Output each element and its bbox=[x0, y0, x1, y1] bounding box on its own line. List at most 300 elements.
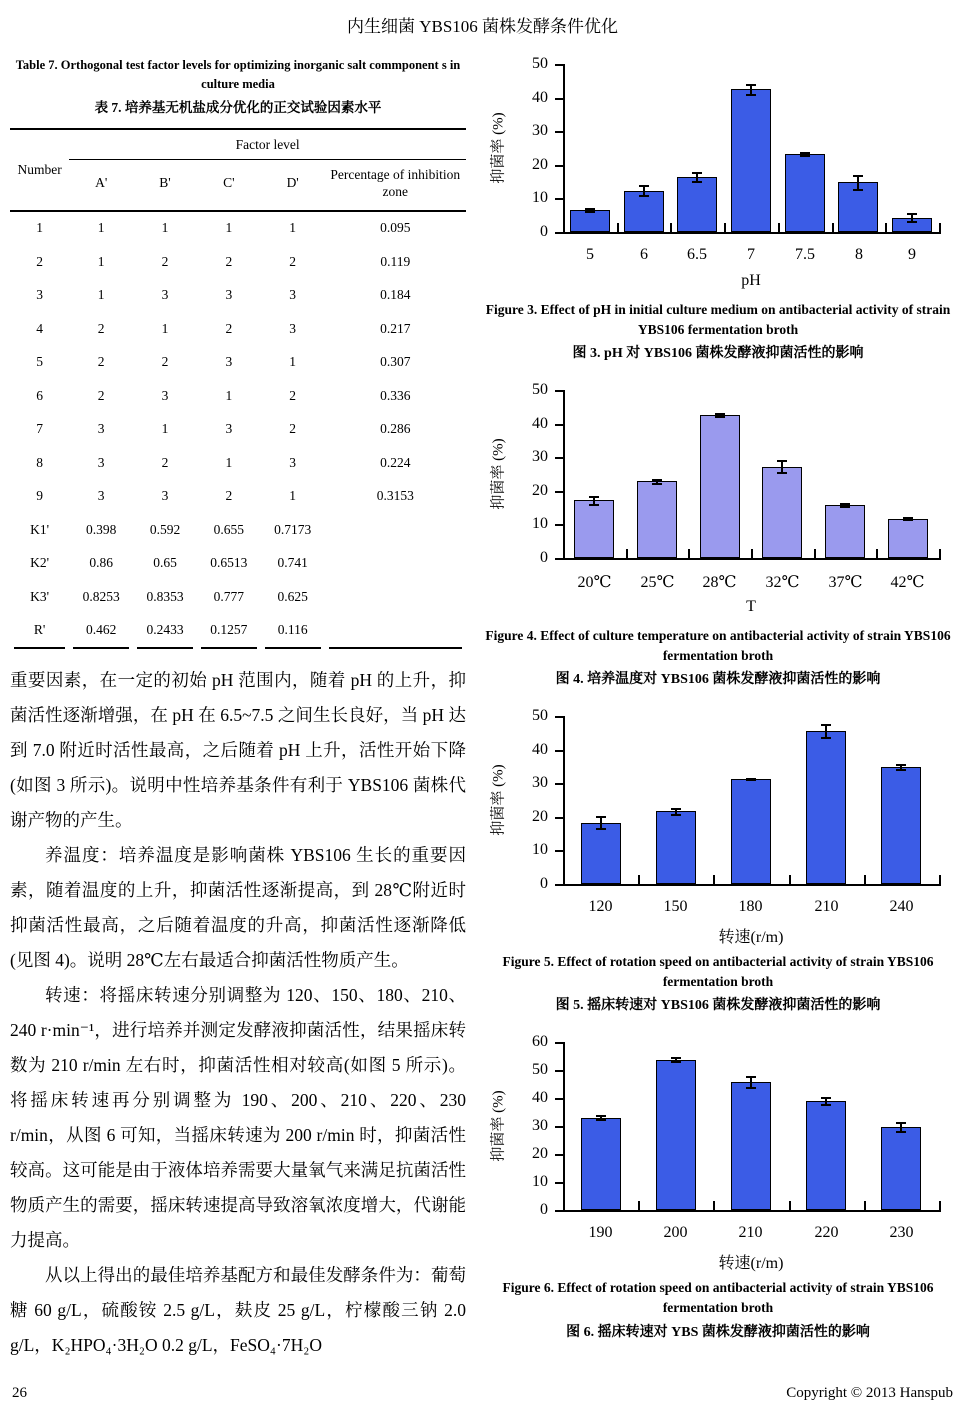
y-tick bbox=[555, 232, 563, 234]
figure3-caption-zh: 图 3. pH 对 YBS106 菌株发酵液抑菌活性的影响 bbox=[572, 346, 864, 362]
y-tick bbox=[555, 817, 563, 819]
y-tick bbox=[555, 424, 563, 426]
x-tick bbox=[789, 875, 791, 884]
x-tick-label: 28℃ bbox=[702, 574, 737, 592]
y-tick bbox=[555, 524, 563, 526]
x-tick-label: 210 bbox=[814, 898, 839, 916]
table-cell: 1 bbox=[161, 320, 169, 336]
table-row bbox=[10, 547, 466, 581]
table-cell: 8 bbox=[36, 454, 43, 470]
x-tick bbox=[751, 549, 753, 558]
body-paragraph: 重要因素，在一定的初始 pH 范围内，随着 pH 的上升，抑菌活性逐渐增强，在 pH 在 6.5~7.5 之间生长良好，当 pH 达到 7.0 附近时活性最高，之后随着 pH 上升，活性开始下降(如图 3 所示)。说明中性培养基条件有利于 YBS106 菌株代谢产物的产生。 bbox=[10, 670, 466, 831]
figure4-caption-zh: 图 4. 培养温度对 YBS106 菌株发酵液抑菌活性的影响 bbox=[555, 672, 881, 688]
y-tick bbox=[555, 1182, 563, 1184]
x-tick bbox=[939, 875, 941, 884]
y-tick-label: 60 bbox=[532, 1033, 548, 1051]
bar bbox=[888, 519, 928, 558]
table-bottom-rule bbox=[10, 647, 466, 649]
bar bbox=[656, 1060, 696, 1210]
error-bar-cap bbox=[907, 213, 917, 215]
table-row bbox=[10, 614, 466, 648]
y-tick-label: 40 bbox=[532, 89, 548, 106]
table-cell: 1 bbox=[161, 421, 169, 437]
x-tick-label: 20℃ bbox=[577, 574, 612, 592]
figure6-caption-en: Figure 6. Effect of rotation speed on antibacterial activity of strain YBS106 fermentation broth bbox=[502, 1280, 934, 1315]
figure-5 bbox=[481, 702, 955, 1014]
error-bar-cap bbox=[585, 211, 595, 213]
error-bar-cap bbox=[800, 155, 810, 157]
error-bar-cap bbox=[853, 189, 863, 191]
error-bar-cap bbox=[896, 769, 906, 771]
table-cell: 1 bbox=[225, 220, 233, 236]
table-cell: 3 bbox=[97, 454, 105, 470]
error-bar-cap bbox=[821, 1104, 831, 1106]
table-row bbox=[10, 480, 466, 514]
y-tick bbox=[555, 64, 563, 66]
table-cell: 2 bbox=[97, 354, 105, 370]
y-tick bbox=[555, 750, 563, 752]
x-tick bbox=[864, 875, 866, 884]
x-tick bbox=[814, 549, 816, 558]
y-tick bbox=[555, 716, 563, 718]
bar bbox=[881, 1127, 921, 1210]
y-tick-label: 30 bbox=[532, 1117, 548, 1135]
table7-caption-en: Table 7. Orthogonal test factor levels for optimizing inorganic salt commponent s in culture media bbox=[15, 58, 461, 91]
table-cell: 0.119 bbox=[380, 253, 411, 269]
y-tick-label: 50 bbox=[532, 1061, 548, 1079]
y-tick bbox=[555, 198, 563, 200]
table-cell: 0.398 bbox=[85, 521, 117, 537]
bar bbox=[637, 481, 677, 558]
table-row bbox=[10, 446, 466, 480]
x-tick-label: 6 bbox=[640, 246, 648, 263]
table-cell: 3 bbox=[97, 488, 105, 504]
table-cell: 2 bbox=[289, 387, 297, 403]
table-cell: 1 bbox=[289, 354, 297, 370]
y-tick bbox=[555, 1098, 563, 1100]
bar bbox=[570, 210, 610, 232]
x-tick-label: 190 bbox=[588, 1224, 613, 1242]
table-cell: 6 bbox=[36, 387, 43, 403]
table-cell: 7 bbox=[36, 421, 43, 437]
table-row bbox=[10, 312, 466, 346]
x-tick-label: 32℃ bbox=[765, 574, 800, 592]
bar bbox=[677, 177, 717, 232]
y-tick-label: 0 bbox=[540, 1201, 548, 1219]
error-bar-cap bbox=[821, 724, 831, 726]
table-cell: 0.1257 bbox=[210, 622, 248, 638]
y-tick-label: 30 bbox=[532, 122, 548, 139]
table-cell: 1 bbox=[225, 454, 233, 470]
table-cell: 3 bbox=[225, 354, 233, 370]
y-tick bbox=[555, 884, 563, 886]
x-axis bbox=[563, 232, 941, 234]
y-axis bbox=[563, 390, 565, 558]
error-bar-cap bbox=[652, 479, 662, 481]
x-axis bbox=[563, 1210, 941, 1212]
y-tick bbox=[555, 165, 563, 167]
x-axis-label: pH bbox=[741, 272, 761, 289]
bar bbox=[806, 1101, 846, 1210]
table-cell: 3 bbox=[161, 488, 169, 504]
y-tick bbox=[555, 1210, 563, 1212]
error-bar-cap bbox=[585, 208, 595, 210]
body-paragraph: 转速：将摇床转速分别调整为 120、150、180、210、240 r·min⁻¹，进行培养并测定发酵液抑菌活性，结果摇床转数为 210 r/min 左右时，抑菌活性相对较高(如图 5 所示)。将摇床转速再分别调整为 190、200、210、220、230 r/min，从图 6 可知，当摇床转速为 200 r/min 时，抑菌活性较高。这可能是由于液体培养需要大量氧气来满足抗菌活性物质产生的需要，摇床转速提高导致溶氧浓度增大，代谢能力提高。 bbox=[10, 985, 466, 1251]
y-tick-label: 50 bbox=[532, 381, 548, 399]
table-cell: 1 bbox=[97, 287, 105, 303]
y-tick bbox=[555, 1070, 563, 1072]
error-bar-cap bbox=[746, 94, 756, 96]
bar bbox=[700, 415, 740, 558]
table-header bbox=[10, 129, 466, 211]
error-bar-cap bbox=[671, 814, 681, 816]
error-bar-cap bbox=[821, 737, 831, 739]
col-header-d: D' bbox=[286, 175, 299, 191]
x-tick bbox=[713, 875, 715, 884]
table-cell: 2 bbox=[225, 253, 233, 269]
table-cell: 0.625 bbox=[277, 588, 308, 604]
table-cell: 3 bbox=[225, 421, 233, 437]
y-tick bbox=[555, 390, 563, 392]
error-bar-cap bbox=[692, 181, 702, 183]
table-cell: 0.336 bbox=[380, 387, 411, 403]
table-row bbox=[10, 245, 466, 279]
table-cell: 0.8353 bbox=[146, 588, 184, 604]
error-bar-cap bbox=[746, 84, 756, 86]
two-column-layout bbox=[10, 50, 955, 1363]
error-bar-cap bbox=[596, 816, 606, 818]
table-row bbox=[10, 211, 466, 246]
y-tick bbox=[555, 558, 563, 560]
y-axis-label: 抑菌率 (%) bbox=[490, 764, 507, 836]
y-tick-label: 40 bbox=[532, 741, 548, 759]
x-tick bbox=[713, 1201, 715, 1210]
x-tick bbox=[939, 1201, 941, 1210]
x-tick bbox=[670, 223, 672, 232]
x-tick bbox=[778, 223, 780, 232]
x-tick-label: 180 bbox=[738, 898, 763, 916]
bar bbox=[581, 1118, 621, 1210]
table-cell: 1 bbox=[289, 220, 297, 236]
table-row bbox=[10, 279, 466, 313]
x-tick bbox=[626, 549, 628, 558]
error-bar-cap bbox=[896, 764, 906, 766]
table-cell: 2 bbox=[161, 454, 169, 470]
y-tick bbox=[555, 457, 563, 459]
table-cell: 3 bbox=[36, 287, 43, 303]
error-bar-cap bbox=[596, 828, 606, 830]
x-tick bbox=[939, 223, 941, 232]
error-bar-cap bbox=[596, 1115, 606, 1117]
y-tick bbox=[555, 1126, 563, 1128]
y-axis bbox=[563, 1042, 565, 1210]
error-bar-cap bbox=[840, 506, 850, 508]
figure5-caption bbox=[481, 952, 955, 1014]
col-header-c: C' bbox=[223, 175, 235, 191]
table-cell: 2 bbox=[97, 387, 105, 403]
x-tick bbox=[688, 549, 690, 558]
table-row bbox=[10, 580, 466, 614]
figure-4 bbox=[481, 376, 955, 688]
y-tick-label: 0 bbox=[540, 875, 548, 893]
table-cell: 3 bbox=[289, 454, 297, 470]
error-bar-cap bbox=[746, 779, 756, 781]
table-cell: 9 bbox=[36, 488, 43, 504]
bar bbox=[762, 467, 802, 558]
table-cell: 2 bbox=[289, 421, 297, 437]
error-bar-cap bbox=[715, 413, 725, 415]
table-cell bbox=[325, 614, 466, 648]
table-body bbox=[10, 211, 466, 648]
x-tick bbox=[789, 1201, 791, 1210]
table-cell: 0.741 bbox=[277, 555, 308, 571]
table-cell: 0.65 bbox=[153, 555, 177, 571]
y-tick bbox=[555, 783, 563, 785]
error-bar-cap bbox=[746, 1087, 756, 1089]
table-cell: 0.86 bbox=[89, 555, 113, 571]
table-cell: 2 bbox=[36, 253, 43, 269]
table-cell: 1 bbox=[97, 220, 105, 236]
figure5-caption-zh: 图 5. 摇床转速对 YBS106 菌株发酵液抑菌活性的影响 bbox=[555, 998, 881, 1014]
table-cell: 3 bbox=[161, 287, 169, 303]
table-row bbox=[10, 513, 466, 547]
y-tick bbox=[555, 98, 563, 100]
y-tick bbox=[555, 1042, 563, 1044]
x-tick-label: 9 bbox=[908, 246, 916, 263]
table-cell: 3 bbox=[97, 421, 105, 437]
x-tick bbox=[876, 549, 878, 558]
y-axis-label: 抑菌率 (%) bbox=[490, 112, 507, 184]
table-row bbox=[10, 413, 466, 447]
y-tick bbox=[555, 850, 563, 852]
table-cell: 0.8253 bbox=[82, 588, 120, 604]
table7-caption bbox=[10, 56, 466, 116]
figure5-caption-en: Figure 5. Effect of rotation speed on antibacterial activity of strain YBS106 fermentation broth bbox=[502, 954, 934, 989]
col-header-number: Number bbox=[17, 161, 62, 177]
table-cell: 3 bbox=[289, 320, 297, 336]
table-cell bbox=[325, 513, 466, 547]
bar bbox=[806, 731, 846, 884]
y-tick-label: 0 bbox=[540, 223, 548, 240]
y-tick bbox=[555, 491, 563, 493]
table-cell bbox=[325, 547, 466, 581]
table-cell: 2 bbox=[225, 488, 233, 504]
x-tick-label: 8 bbox=[855, 246, 863, 263]
table-cell: 3 bbox=[289, 287, 297, 303]
table-cell: 0.184 bbox=[380, 287, 411, 303]
table-row bbox=[10, 346, 466, 380]
table-cell: K2' bbox=[30, 555, 50, 571]
y-tick bbox=[555, 1154, 563, 1156]
figure6-caption bbox=[481, 1278, 955, 1340]
table-cell: 0.592 bbox=[149, 521, 181, 537]
bar bbox=[881, 767, 921, 884]
table7-caption-zh: 表 7. 培养基无机盐成分优化的正交试验因素水平 bbox=[94, 99, 382, 115]
error-bar-cap bbox=[800, 152, 810, 154]
orthogonal-test-table bbox=[10, 128, 466, 650]
x-tick-label: 7 bbox=[747, 246, 755, 263]
figure-3 bbox=[481, 50, 955, 362]
x-axis-label: 转速(r/m) bbox=[718, 929, 784, 947]
x-axis bbox=[563, 884, 941, 886]
error-bar-cap bbox=[589, 504, 599, 506]
table-cell: 0.224 bbox=[380, 454, 411, 470]
x-tick-label: 7.5 bbox=[795, 246, 815, 263]
error-bar bbox=[857, 175, 859, 190]
table-cell bbox=[325, 580, 466, 614]
x-tick-label: 240 bbox=[889, 898, 914, 916]
y-axis bbox=[563, 64, 565, 232]
table-cell: R' bbox=[33, 622, 46, 638]
table-cell: 2 bbox=[97, 320, 105, 336]
y-axis-label: 抑菌率 (%) bbox=[490, 1090, 507, 1162]
table-cell: 3 bbox=[225, 287, 233, 303]
table-cell: 1 bbox=[161, 220, 169, 236]
error-bar-cap bbox=[589, 496, 599, 498]
x-tick-label: 37℃ bbox=[828, 574, 863, 592]
error-bar-cap bbox=[692, 172, 702, 174]
x-tick-label: 220 bbox=[814, 1224, 839, 1242]
body-text bbox=[10, 663, 466, 1363]
x-tick bbox=[864, 1201, 866, 1210]
bar bbox=[731, 779, 771, 884]
table-cell: 2 bbox=[289, 253, 297, 269]
table-cell: 4 bbox=[36, 320, 43, 336]
x-axis-label: 转速(r/m) bbox=[718, 1255, 784, 1273]
y-tick-label: 0 bbox=[540, 549, 548, 567]
x-tick-label: 120 bbox=[588, 898, 613, 916]
x-tick bbox=[939, 549, 941, 558]
col-header-a: A' bbox=[95, 175, 108, 191]
figure4-caption bbox=[481, 626, 955, 688]
table-cell: 3 bbox=[161, 387, 169, 403]
x-tick-label: 25℃ bbox=[640, 574, 675, 592]
table-cell: 0.7173 bbox=[274, 521, 312, 537]
figure6-caption-zh: 图 6. 摇床转速对 YBS 菌株发酵液抑菌活性的影响 bbox=[566, 1324, 870, 1340]
error-bar-cap bbox=[596, 1119, 606, 1121]
y-tick-label: 30 bbox=[532, 774, 548, 792]
table-cell: 1 bbox=[225, 387, 233, 403]
bar bbox=[731, 89, 771, 232]
figure-6 bbox=[481, 1028, 955, 1340]
x-tick-label: 230 bbox=[889, 1224, 914, 1242]
figure3-caption bbox=[481, 300, 955, 362]
y-axis bbox=[563, 716, 565, 884]
error-bar-cap bbox=[853, 175, 863, 177]
table-cell: 1 bbox=[36, 220, 43, 236]
body-paragraph: 从以上得出的最佳培养基配方和最佳发酵条件为：葡萄糖 60 g/L，硫酸铵 2.5 g/L，麸皮 25 g/L，柠檬酸三钠 2.0 g/L，K₂HPO₄·3H₂O 0.2 g/L，FeSO₄·7H₂O bbox=[10, 1265, 466, 1356]
bar bbox=[581, 823, 621, 884]
table-cell: 2 bbox=[161, 354, 169, 370]
y-tick bbox=[555, 131, 563, 133]
y-tick-label: 20 bbox=[532, 808, 548, 826]
y-tick-label: 20 bbox=[532, 482, 548, 500]
x-tick-label: 200 bbox=[663, 1224, 688, 1242]
bar bbox=[624, 191, 664, 232]
error-bar-cap bbox=[671, 1061, 681, 1063]
y-tick-label: 10 bbox=[532, 841, 548, 859]
error-bar-cap bbox=[671, 1057, 681, 1059]
y-tick-label: 10 bbox=[532, 1173, 548, 1191]
table-row bbox=[10, 379, 466, 413]
error-bar-cap bbox=[639, 195, 649, 197]
col-header-b: B' bbox=[159, 175, 171, 191]
table-cell: 2 bbox=[161, 253, 169, 269]
page-title: 内生细菌 YBS106 菌株发酵条件优化 bbox=[346, 17, 619, 36]
error-bar bbox=[825, 724, 827, 738]
error-bar-cap bbox=[896, 1131, 906, 1133]
x-axis bbox=[563, 558, 941, 560]
col-header-factor-level: Factor level bbox=[69, 129, 466, 160]
x-tick-label: 6.5 bbox=[687, 246, 707, 263]
x-tick bbox=[832, 223, 834, 232]
left-column bbox=[10, 50, 466, 1363]
body-paragraph: 养温度：培养温度是影响菌株 YBS106 生长的重要因素，随着温度的上升，抑菌活性逐渐提高，到 28℃附近时抑菌活性最高，之后随着温度的升高，抑菌活性逐渐降低(见图 4)。说明 28℃左右最适合抑菌活性物质产生。 bbox=[10, 845, 466, 971]
error-bar-cap bbox=[907, 221, 917, 223]
error-bar-cap bbox=[821, 1097, 831, 1099]
x-tick-label: 5 bbox=[586, 246, 594, 263]
x-tick-label: 210 bbox=[738, 1224, 763, 1242]
x-tick bbox=[638, 1201, 640, 1210]
bar bbox=[574, 500, 614, 558]
y-tick-label: 20 bbox=[532, 1145, 548, 1163]
table-cell: 0.2433 bbox=[146, 622, 184, 638]
figure4-caption-en: Figure 4. Effect of culture temperature on antibacterial activity of strain YBS106 fermentation broth bbox=[485, 628, 951, 663]
table-cell: K1' bbox=[30, 521, 50, 537]
y-tick-label: 40 bbox=[532, 1089, 548, 1107]
x-tick bbox=[638, 875, 640, 884]
bar bbox=[825, 505, 865, 558]
y-tick-label: 10 bbox=[532, 189, 548, 206]
error-bar-cap bbox=[903, 519, 913, 521]
error-bar-cap bbox=[777, 472, 787, 474]
table-cell: 5 bbox=[36, 354, 43, 370]
error-bar-cap bbox=[671, 808, 681, 810]
table-cell: 0.462 bbox=[85, 622, 117, 638]
y-tick-label: 50 bbox=[532, 55, 548, 72]
y-axis-label: 抑菌率 (%) bbox=[490, 438, 507, 510]
error-bar-cap bbox=[746, 1076, 756, 1078]
table-cell: 0.6513 bbox=[210, 555, 248, 571]
table-cell: 0.095 bbox=[380, 220, 411, 236]
error-bar-cap bbox=[639, 185, 649, 187]
x-tick bbox=[724, 223, 726, 232]
x-tick bbox=[617, 223, 619, 232]
table-cell: 1 bbox=[97, 253, 105, 269]
table-cell: 0.655 bbox=[213, 521, 245, 537]
x-axis-label: T bbox=[746, 598, 756, 616]
figure4-chart bbox=[481, 376, 955, 622]
table-cell: 0.286 bbox=[380, 421, 411, 437]
y-tick-label: 30 bbox=[532, 448, 548, 466]
table-cell: K3' bbox=[30, 588, 50, 604]
copyright: Copyright © 2013 Hanspub bbox=[786, 1385, 953, 1401]
page-number: 26 bbox=[12, 1385, 27, 1401]
bar bbox=[785, 154, 825, 232]
x-tick-label: 150 bbox=[663, 898, 688, 916]
figure3-chart bbox=[481, 50, 955, 296]
table-cell: 0.777 bbox=[213, 588, 245, 604]
error-bar-cap bbox=[896, 1122, 906, 1124]
figure5-chart bbox=[481, 702, 955, 948]
bar bbox=[656, 811, 696, 884]
y-tick-label: 50 bbox=[532, 707, 548, 725]
table-cell: 0.307 bbox=[380, 354, 411, 370]
y-tick-label: 20 bbox=[532, 156, 548, 173]
table-cell: 2 bbox=[225, 320, 233, 336]
figure6-chart bbox=[481, 1028, 955, 1274]
right-column bbox=[481, 50, 955, 1363]
